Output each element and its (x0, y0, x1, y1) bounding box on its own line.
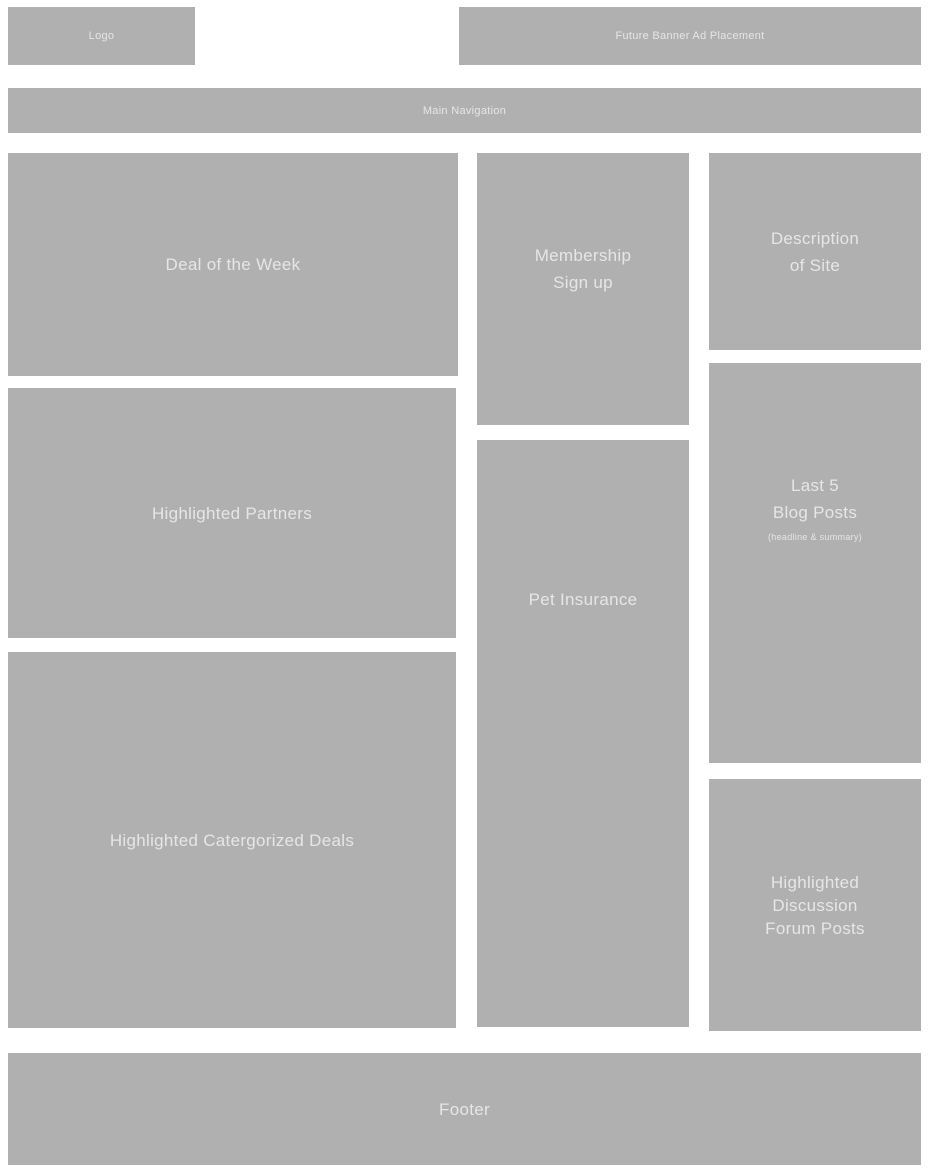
footer-block (8, 1053, 921, 1165)
membership-signup-block (477, 153, 689, 425)
main-navigation-block (8, 88, 921, 133)
membership-label-line1: Membership (534, 246, 632, 265)
logo-label: Logo (88, 30, 115, 42)
forum-posts-label-line2: Discussion (772, 895, 858, 915)
blog-posts-note: (headline & summary) (767, 532, 863, 542)
description-of-site-block (709, 153, 921, 350)
main-navigation-label: Main Navigation (422, 104, 507, 117)
forum-posts-label-line3: Forum Posts (765, 918, 865, 938)
footer-label: Footer (439, 1099, 490, 1119)
blog-posts-label-line1: Last 5 (790, 476, 840, 495)
pet-insurance-block (477, 440, 689, 1027)
description-label-line2: of Site (789, 256, 841, 275)
last-5-blog-posts-block (709, 363, 921, 763)
highlighted-partners-label: Highlighted Partners (151, 503, 313, 523)
banner-ad-block (459, 7, 921, 65)
deal-of-the-week-label: Deal of the Week (165, 255, 301, 274)
description-label-line1: Description (770, 229, 860, 248)
highlighted-forum-posts-block (709, 779, 921, 1031)
deal-of-the-week-block (8, 153, 458, 376)
banner-ad-label: Future Banner Ad Placement (615, 30, 765, 42)
forum-posts-label-line1: Highlighted (770, 872, 860, 892)
pet-insurance-label: Pet Insurance (528, 590, 638, 609)
categorized-deals-label: Highlighted Catergorized Deals (109, 830, 355, 850)
highlighted-categorized-deals-block (8, 652, 456, 1028)
blog-posts-label-line2: Blog Posts (772, 503, 858, 522)
highlighted-partners-block (8, 388, 456, 638)
logo-block (8, 7, 195, 65)
membership-label-line2: Sign up (553, 273, 613, 292)
